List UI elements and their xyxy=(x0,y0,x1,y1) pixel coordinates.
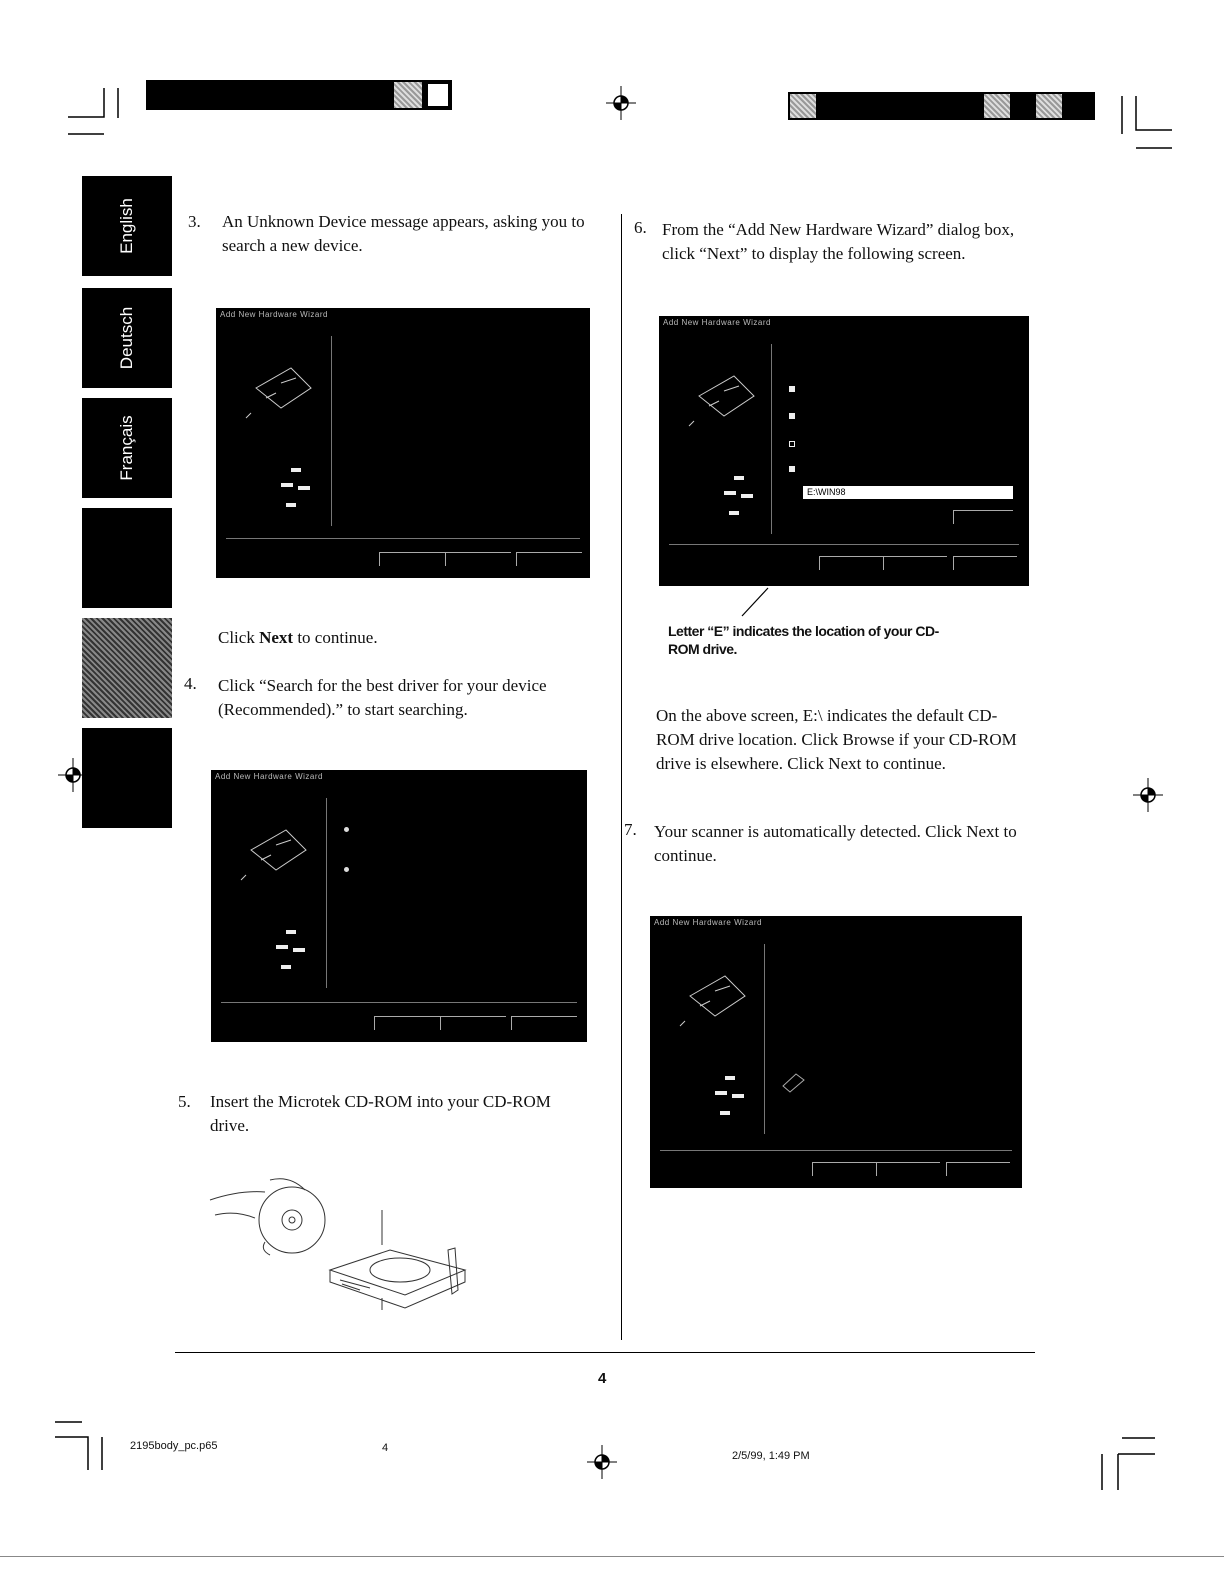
wizard-next-button xyxy=(876,1162,940,1176)
next-emphasis: Next xyxy=(259,628,294,647)
wizard-screenshot-search-driver xyxy=(211,770,587,1042)
step-6-text: From the “Add New Hardware Wizard” dialog box, click “Next” to display the following screen. xyxy=(662,220,1015,263)
checkbox-icon xyxy=(789,413,795,419)
path-field xyxy=(803,486,1013,499)
tab-blank[interactable] xyxy=(82,728,172,828)
registration-target-icon xyxy=(1133,778,1163,812)
scanner-icon xyxy=(778,1066,808,1096)
path-field-value: E:\WIN98 xyxy=(807,487,846,497)
tab-grey[interactable] xyxy=(82,618,172,718)
wizard-screenshot-unknown-device xyxy=(216,308,590,578)
step-4-text: Click “Search for the best driver for your device (Recommended).” to start searching. xyxy=(218,676,547,719)
wizard-next-button xyxy=(445,552,511,566)
step-number: 6. xyxy=(634,218,647,237)
tab-francais[interactable] xyxy=(82,398,172,498)
footer-rule xyxy=(175,1352,1035,1353)
wizard-cancel-button xyxy=(946,1162,1010,1176)
step-number: 3. xyxy=(188,212,201,231)
step-6-after-text: On the above screen, E:\ indicates the default CD-ROM drive location. Click Browse if your CD-ROM drive is elsewhere. Click Next to continue. xyxy=(656,706,1017,773)
caption-leader-line xyxy=(740,586,770,618)
step-5-text: Insert the Microtek CD-ROM into your CD-ROM drive. xyxy=(210,1092,551,1135)
wizard-cancel-button xyxy=(953,556,1017,570)
footer-filename: 2195body_pc.p65 xyxy=(130,1440,218,1452)
wizard-title: Add New Hardware Wizard xyxy=(220,310,328,319)
wizard-next-button xyxy=(440,1016,506,1030)
wizard-back-button xyxy=(379,552,445,566)
footer-page: 4 xyxy=(382,1442,389,1454)
wizard-back-button xyxy=(819,556,883,570)
step-7-text: Your scanner is automatically detected. Click Next to continue. xyxy=(654,822,1017,865)
wizard-browse-button xyxy=(953,510,1013,524)
tab-label: English xyxy=(117,198,136,254)
wizard-title: Add New Hardware Wizard xyxy=(663,318,771,327)
wizard-back-button xyxy=(812,1162,876,1176)
wizard-screenshot-cd-location xyxy=(659,316,1029,586)
hardware-art-icon xyxy=(236,348,326,518)
step-3-continue: Click Next to continue. xyxy=(218,628,378,647)
tab-label: Français xyxy=(117,415,136,481)
hardware-art-icon xyxy=(670,956,760,1126)
color-bar-left xyxy=(146,80,452,110)
step-number: 7. xyxy=(624,820,637,839)
page-number: 4 xyxy=(598,1370,607,1387)
wizard-next-button xyxy=(883,556,947,570)
hardware-art-icon xyxy=(679,356,769,526)
wizard-title: Add New Hardware Wizard xyxy=(215,772,323,781)
wizard-title: Add New Hardware Wizard xyxy=(654,918,762,927)
tab-english[interactable] xyxy=(82,176,172,276)
bottom-edge-rule xyxy=(0,1556,1224,1557)
column-divider xyxy=(621,214,622,1340)
wizard-back-button xyxy=(374,1016,440,1030)
tab-blank[interactable] xyxy=(82,508,172,608)
registration-target-icon xyxy=(606,86,636,120)
step-3-text: An Unknown Device message appears, asking you to search a new device. xyxy=(222,212,585,255)
checkbox-icon xyxy=(789,386,795,392)
step-number: 5. xyxy=(178,1092,191,1111)
checkbox-icon xyxy=(789,441,795,447)
step-number: 4. xyxy=(184,674,197,693)
cd-location-caption: Letter “E” indicates the location of your CD-ROM drive. xyxy=(668,623,939,657)
registration-target-icon xyxy=(587,1445,617,1479)
color-bar-right xyxy=(788,92,1095,120)
wizard-cancel-button xyxy=(516,552,582,566)
hardware-art-icon xyxy=(231,810,321,980)
checkbox-icon xyxy=(789,466,795,472)
tab-label: Deutsch xyxy=(117,306,136,370)
footer-datetime: 2/5/99, 1:49 PM xyxy=(732,1450,810,1462)
cd-rom-insert-icon xyxy=(200,1170,480,1320)
wizard-screenshot-scanner-detected xyxy=(650,916,1022,1188)
tab-deutsch[interactable] xyxy=(82,288,172,388)
wizard-cancel-button xyxy=(511,1016,577,1030)
